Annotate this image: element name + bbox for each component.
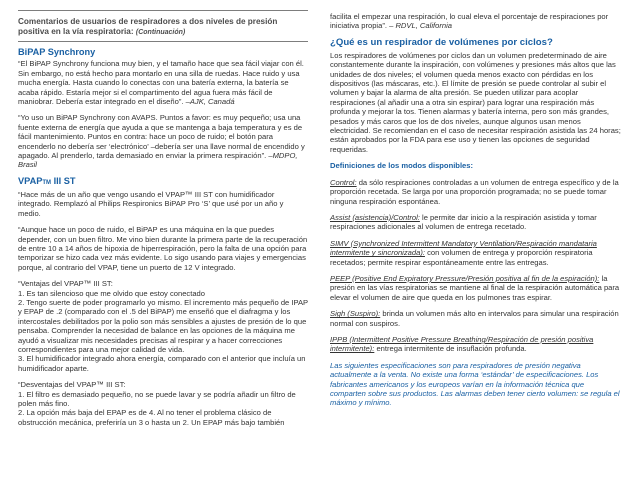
mode-control: Control: da sólo respiraciones controladas a un volumen de entrega específico y de la proporción recetada. Se larga por una proporción programada; no se puede tomar ninguna respiración espontánea.: [330, 177, 619, 206]
mode-term: IPPB (Intermittent Positive Pressure Breathing/Respiración de presión positiva intermitente):: [330, 334, 594, 354]
desventajas-item-1: 1. El filtro es demasiado pequeño, no se puede lavar y se podría añadir un filtro de polen más fino.: [18, 389, 296, 408]
mode-term: Control:: [330, 177, 357, 187]
bipap-heading: BiPAP Synchrony: [18, 47, 96, 58]
vpap-heading: VPAPTM III ST: [18, 175, 76, 186]
mode-term: SIMV (Synchronized Intermittent Mandatory Ventilation/Respiración mandataria intermitente y sincronizada):: [330, 238, 597, 258]
ventajas-item-2: 2. Tengo suerte de poder programarlo yo mismo. El incremento más pequeño de IPAP y EPAP de .2 (comparado con el .5 del BiPAP) me enseñó que el diafragma y los intercostales debilitados por la polio son más sensibles a ajustes de presión de lo que pensaba. Comprender la necesidad de balance en las opciones de la máquina me ayudó a visualizar mis necesidades precisas al respirar y a hacer correcciones correspondientes para una mejor calidad de vida.: [18, 297, 308, 354]
modes-heading: Definiciones de los modos disponibles:: [330, 161, 474, 171]
review-continuation: facilita el empezar una respiración, lo cual eleva el porcentaje de respiraciones por iniciativa propia”. – RDVL, California: [330, 12, 609, 31]
desventajas-item-2: 2. La opción más baja del EPAP es de 4. Al no tener el problema clásico de obstrucción mecánica, preferiría un 3 o hasta un 2. Un EPAP más bajo también: [18, 408, 285, 427]
bipap-review-2-author: –MDPO, Brasil: [18, 151, 298, 170]
left-column: [18, 0, 308, 427]
mode-term: Assist (asistencia)/Control:: [330, 212, 420, 222]
mode-simv: SIMV (Synchronized Intermittent Mandatory Ventilation/Respiración mandataria intermitente y sincronizada): con volumen de entrega y proporción respiratoria recetados; permite respirar espontáneamente entre las entregas.: [330, 238, 597, 267]
review-continuation-author: – RDVL, California: [389, 21, 452, 31]
ventajas-title: “Ventajas del VPAP™ III ST:: [18, 279, 113, 289]
mode-sigh: Sigh (Suspiro): brinda un volumen más alto en intervalos para simular una respiración normal con suspiros.: [330, 309, 619, 328]
closing-note: Las siguientes especificaciones son para respiradores de presión negativa actualmente a la venta. No existe una forma ‘estándar’ de especificaciones. Los fabricantes americanos y los europeos varían en la información técnica que comparten sobre sus productos. Las alarmas deben tener cierto volumen: se regula el máximo y mínimo.: [330, 360, 620, 408]
bipap-review-2: “Yo uso un BiPAP Synchrony con AVAPS. Puntos a favor: es muy pequeño; usa una fuente externa de energía que ayuda a que se mantenga a baja temperatura y es de fácil mantenimiento. Puntos en contra: hace un poco de ruido; el botón para encenderlo no debería ser ‘electrónico’ –debería ser una llave normal de encendido y apagado. Al prenderlo, tarda demasiado en enviar la primera respiración”. –MDPO, Brasil: [18, 113, 305, 170]
ventajas-item-1: 1. Es tan silencioso que me olvido que estoy conectado: [18, 288, 206, 298]
top-rule: [18, 10, 308, 11]
vpap-review-1: “Hace más de un año que vengo usando el VPAP™ III ST con humidificador integrado. Remplazó al Philips Respironics BiPAP Pro ‘S’ que usé por un año y medio.: [18, 189, 284, 218]
document-title-note: (Continuación): [135, 29, 186, 37]
bipap-review-1: “El BiPAP Synchrony funciona muy bien, y el tamaño hace que sea fácil viajar con él. Sin embargo, no está hecho para montarlo en una silla de ruedas. Hace ruido y usa mucha energía. Hasta cuando lo conectas con una batería externa, la batería se acaba rápido. Estaría mejor si el compartimento del agua fuera más fácil de maniobrar. Debería estar integrado en el diseño”. –AJK, Canadá: [18, 59, 304, 107]
volume-ventilator-body: Los respiradores de volúmenes por ciclos dan un volumen predeterminado de aire constantemente durante la inspiración, con volúmenes y presiones más altos que las unidades de dos niveles; el volumen queda menos exacto con pérdidas en los dispositivos (las máscaras, etc.). El límite de presión se puede controlar al subir el volumen y bajar la alarma de alta presión. Se pueden utilizar para acoplar respiraciones (al añadir una a otra sin espirar) para lograr una respiración más profunda y mejorar la tos. Tienen alarmas y batería interna, pero son más grandes, pesados y más caros que los de dos niveles, aunque algunos usan menos electricidad. Se recomiendan en el caso de necesitar respiración asistida las 24 horas; están aprobados por la FDA para ese uso y tienen las opciones de seguridad requeridas.: [330, 50, 621, 154]
vpap-review-2: “Aunque hace un poco de ruido, el BiPAP es una máquina en la que puedes depender, con un buen filtro. Me vino bien durante la primera parte de la recuperación de entre 10 a 14 años de hipoxia de hiperrespiración, pero la falta de una opción para temporizar se hizo cada vez más evidente. Lo sigo usando para viajes y emergencias porque, al contrario del VPAP, tiene un puerto de 12 V integrado.: [18, 225, 308, 272]
right-column: [330, 0, 622, 408]
bipap-review-1-author: –AJK, Canadá: [185, 97, 235, 107]
mode-assist-control: Assist (asistencia)/Control: le permite dar inicio a la respiración asistida y tomar respiraciones adicionales al volumen de entrega recetado.: [330, 212, 597, 232]
desventajas-title: “Desventajas del VPAP™ III ST:: [18, 380, 126, 390]
mode-peep: PEEP (Positive End Expiratory Pressure/Presión positiva al fin de la espiración): la presión en las vías respiratorias se mantiene al final de la respiración automática para elevar el volumen de aire que queda en los pulmones tras espirar.: [330, 273, 620, 302]
mode-term: PEEP (Positive End Expiratory Pressure/Presión positiva al fin de la espiración):: [330, 273, 600, 283]
volume-ventilator-heading: ¿Qué es un respirador de volúmenes por ciclos?: [330, 36, 553, 48]
mode-ippb: IPPB (Intermittent Positive Pressure Breathing/Respiración de presión positiva intermitente): entrega intermitente de insuflación profunda.: [330, 334, 594, 354]
document-title: Comentarios de usuarios de respiradores a dos niveles de presión positiva en la vía respiratoria: (Continuación): [18, 17, 308, 42]
mode-term: Sigh (Suspiro):: [330, 309, 381, 319]
ventajas-item-3: 3. El humidificador integrado ahora energía, comparado con el anterior que incluía un humidificador aparte.: [18, 354, 306, 373]
